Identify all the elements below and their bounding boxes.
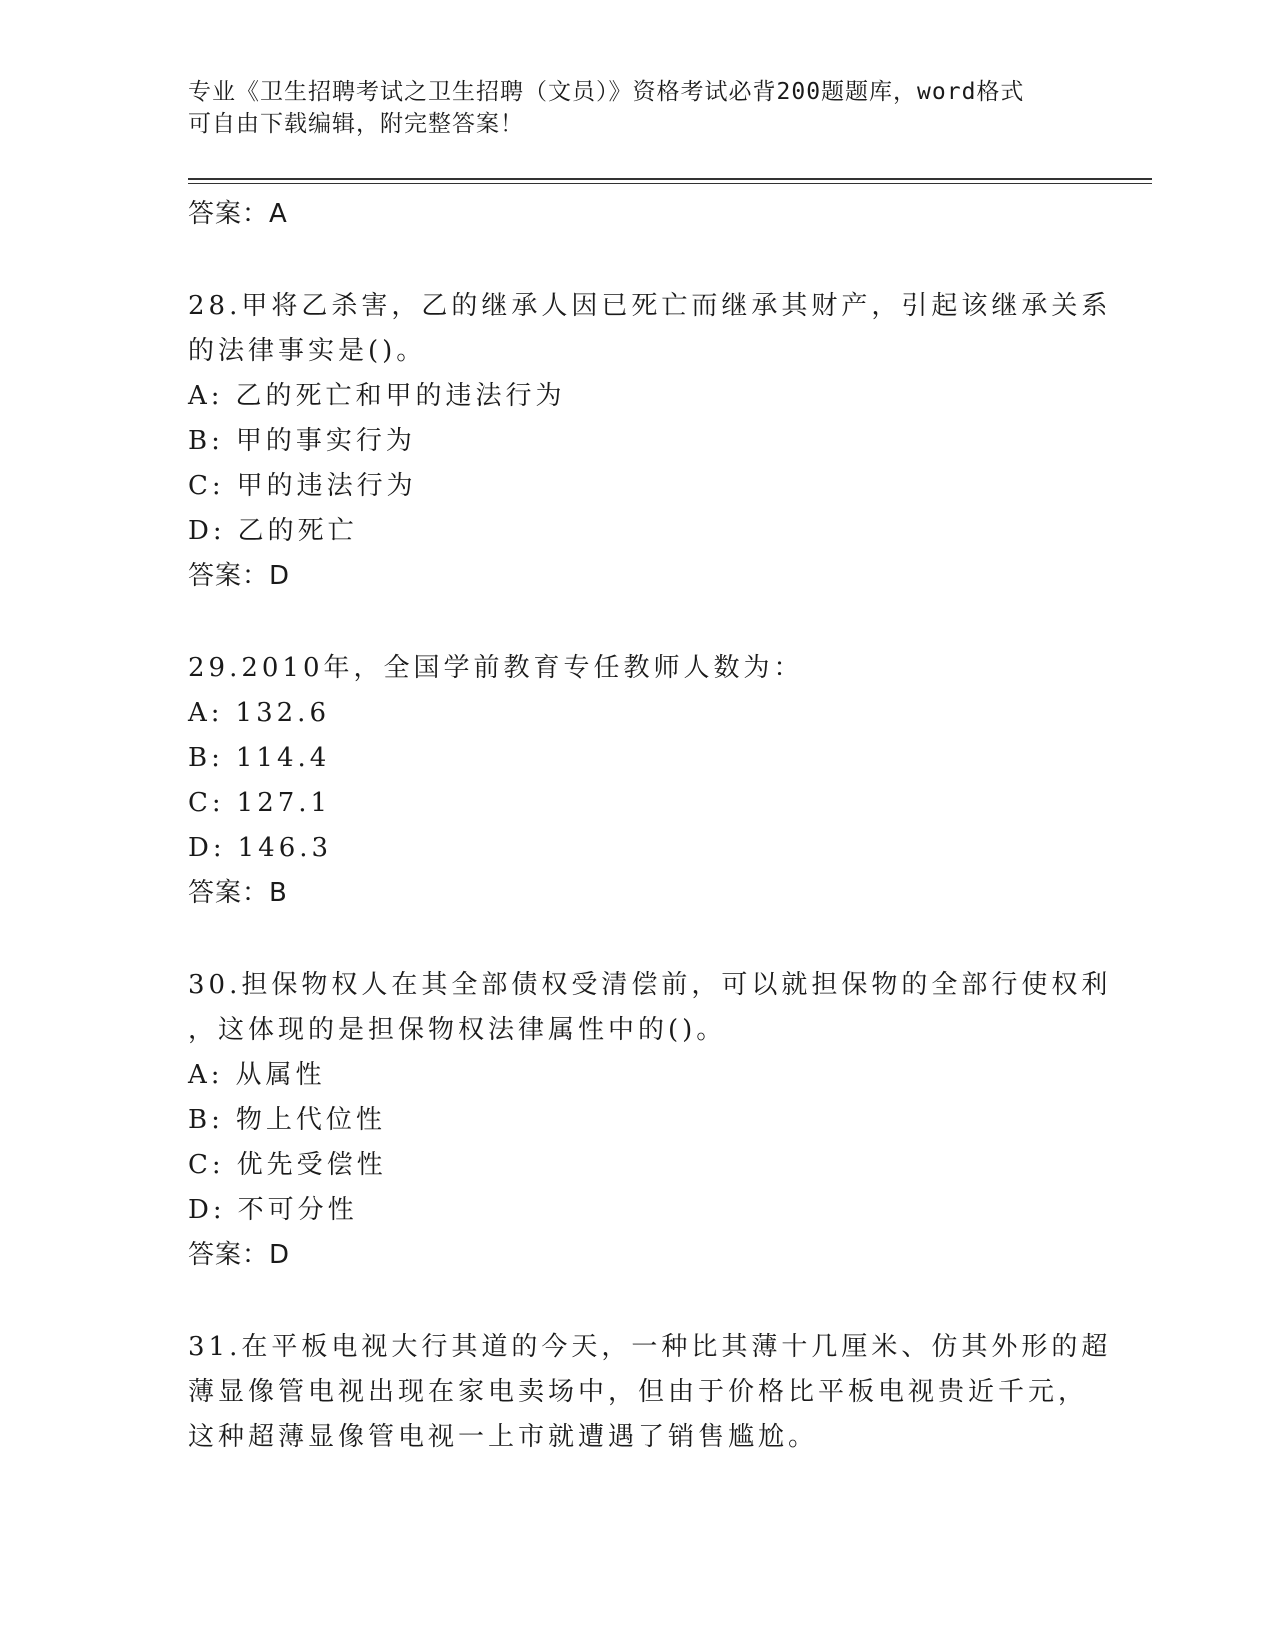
option-text: 乙的死亡和甲的违法行为	[235, 381, 566, 411]
question-text-line: 31.在平板电视大行其道的今天，一种比其薄十几厘米、仿其外形的超	[188, 1332, 1112, 1362]
question-text-line: 30.担保物权人在其全部债权受清偿前，可以就担保物的全部行使权利	[188, 970, 1112, 1000]
question-text-line: 薄显像管电视出现在家电卖场中，但由于价格比平板电视贵近千元，	[188, 1377, 1089, 1407]
option-key: D:	[188, 833, 226, 863]
question-28	[188, 284, 1112, 598]
option-text: 乙的死亡	[237, 516, 358, 546]
option-text: 甲的违法行为	[236, 471, 417, 501]
option-text: 132.6	[235, 698, 330, 728]
option-key: B:	[188, 743, 224, 773]
question-29	[188, 646, 1088, 915]
question-list	[188, 192, 1112, 1460]
option-b	[188, 419, 1088, 464]
header-line-1: 专业《卫生招聘考试之卫生招聘（文员）》资格考试必背200题题库，word格式	[188, 79, 1025, 105]
option-b	[188, 736, 1088, 781]
option-key: A:	[188, 381, 224, 411]
option-text: 不可分性	[237, 1195, 358, 1225]
header-line-2: 可自由下载编辑，附完整答案！	[188, 111, 524, 137]
question-text-line: 29.2010年，全国学前教育专任教师人数为：	[188, 653, 804, 683]
question-31	[188, 1325, 1112, 1460]
answer-line: 答案：D	[188, 1240, 291, 1270]
option-d	[188, 509, 1088, 554]
option-a	[188, 1053, 1088, 1098]
option-key: D:	[188, 1195, 226, 1225]
option-key: A:	[188, 698, 224, 728]
option-d	[188, 826, 1088, 871]
option-key: C:	[188, 471, 225, 501]
option-text: 甲的事实行为	[235, 426, 416, 456]
option-key: A:	[188, 1060, 224, 1090]
option-a	[188, 691, 1088, 736]
option-text: 物上代位性	[235, 1105, 386, 1135]
option-c	[188, 1143, 1088, 1188]
option-c	[188, 464, 1088, 509]
question-text-line: 的法律事实是()。	[188, 336, 427, 366]
option-d	[188, 1188, 1088, 1233]
header-divider-thin	[188, 183, 1152, 184]
answer-line: 答案：D	[188, 561, 291, 591]
option-b	[188, 1098, 1088, 1143]
option-key: D:	[188, 516, 226, 546]
option-key: C:	[188, 1150, 225, 1180]
question-30	[188, 963, 1112, 1277]
option-c	[188, 781, 1088, 826]
header-divider-thick	[188, 178, 1152, 180]
option-text: 从属性	[235, 1060, 326, 1090]
option-text: 127.1	[236, 788, 332, 818]
answer-line: 答案：A	[188, 199, 288, 229]
option-text: 114.4	[235, 743, 331, 773]
page-header	[188, 76, 1088, 140]
question-text-line: 28.甲将乙杀害，乙的继承人因已死亡而继承其财产，引起该继承关系	[188, 291, 1112, 321]
option-a	[188, 374, 1088, 419]
question-text-line: ，这体现的是担保物权法律属性中的()。	[188, 1015, 727, 1045]
answer-line: 答案：B	[188, 878, 288, 908]
option-text: 优先受偿性	[236, 1150, 387, 1180]
option-key: B:	[188, 1105, 224, 1135]
option-key: B:	[188, 426, 224, 456]
question-text-line: 这种超薄显像管电视一上市就遭遇了销售尴尬。	[188, 1422, 819, 1452]
option-key: C:	[188, 788, 225, 818]
option-text: 146.3	[237, 833, 333, 863]
